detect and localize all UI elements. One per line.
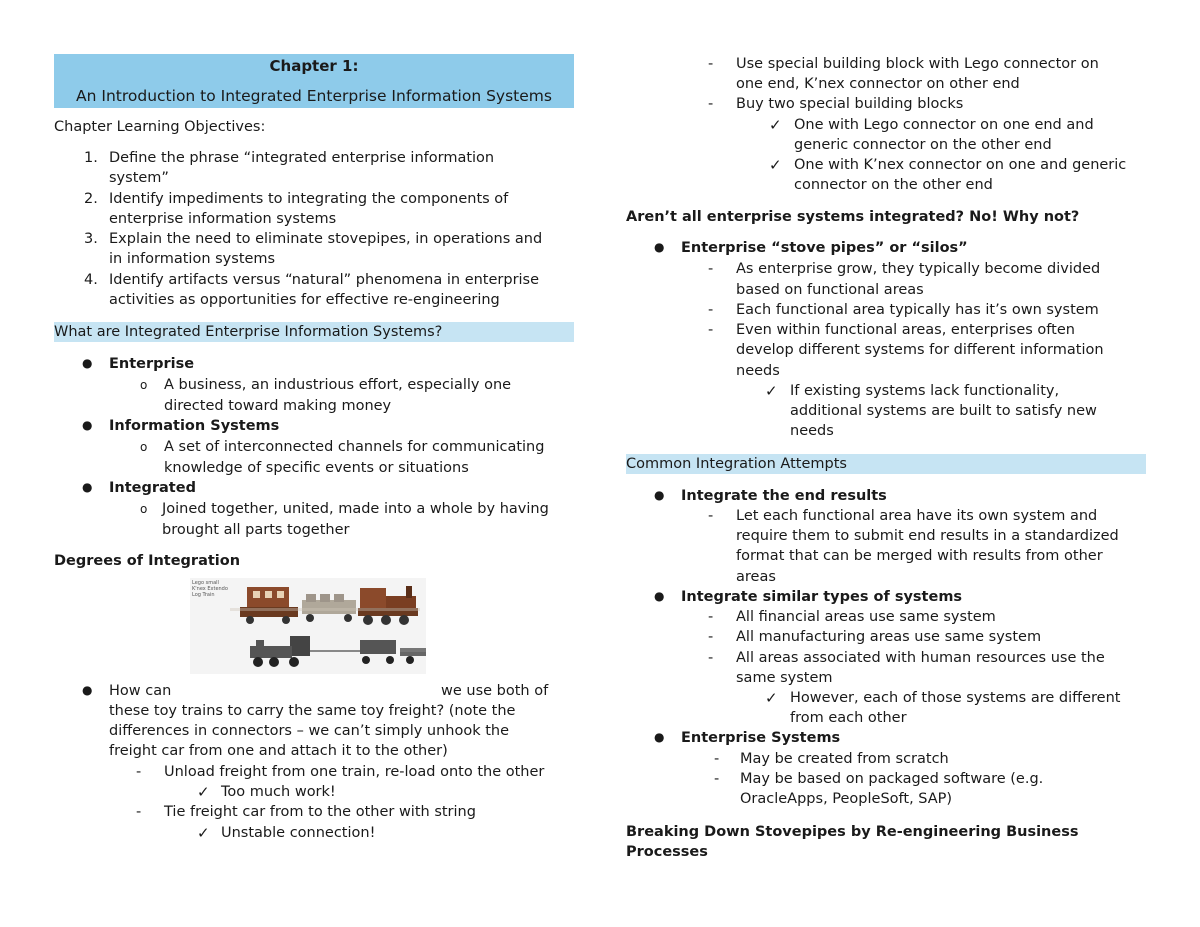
stove-dash-1b: based on functional areas <box>736 282 924 298</box>
objective-3-b: in information systems <box>109 251 276 267</box>
enterprise-systems-bullet: Enterprise Systems <box>681 730 841 746</box>
checkmark-icon: ✓ <box>197 783 210 801</box>
def-is-a: A set of interconnected channels for communicating <box>164 439 545 455</box>
question-continue: we use both of <box>441 683 549 699</box>
objective-1-b: system” <box>109 170 169 186</box>
def-term-integrated: Integrated <box>109 480 196 496</box>
objective-2-b: enterprise information systems <box>109 211 337 227</box>
circle-bullet-icon: o <box>140 378 148 392</box>
block-option-1a: One with Lego connector on one end and <box>794 117 1094 133</box>
int2-financial: All financial areas use same system <box>736 609 996 625</box>
question-line-4: freight car from one and attach it to the other) <box>109 743 448 759</box>
chapter-header <box>54 54 574 108</box>
int3-packaged-b: OracleApps, PeopleSoft, SAP) <box>740 791 953 807</box>
section-heading-common-integration: Common Integration Attempts <box>626 454 1146 474</box>
stove-pipes-bullet: Enterprise “stove pipes” or “silos” <box>681 240 968 256</box>
int1-line-4: areas <box>736 569 776 585</box>
def-integrated-a: Joined together, united, made into a whole by having <box>162 501 549 517</box>
objective-4-b: activities as opportunities for effective re-engineering <box>109 292 500 308</box>
chapter-number: Chapter 1: <box>269 57 359 75</box>
circle-bullet-icon: o <box>140 502 148 516</box>
block-option-1b: generic connector on the other end <box>794 137 1052 153</box>
toy-trains-image <box>190 578 426 674</box>
question-line-3: differences in connectors – we can’t simply unhook the <box>109 723 510 739</box>
bullet-icon: ● <box>654 730 665 744</box>
chapter-title: An Introduction to Integrated Enterprise Information Systems <box>76 87 552 105</box>
option-unload-note: Too much work! <box>221 784 336 800</box>
block-option-2b: connector on the other end <box>794 177 993 193</box>
stove-dash-3b: develop different systems for different information <box>736 342 1104 358</box>
int1-line-2: require them to submit end results in a standardized <box>736 528 1119 544</box>
int2-manufacturing: All manufacturing areas use same system <box>736 629 1042 645</box>
bullet-icon: ● <box>654 240 665 254</box>
integrate-similar-systems: Integrate similar types of systems <box>681 589 963 605</box>
stove-dash-3a: Even within functional areas, enterprises often <box>736 322 1075 338</box>
breaking-stovepipes-heading-a: Breaking Down Stovepipes by Re-engineering Business <box>626 824 1079 840</box>
int1-line-3: format that can be merged with results from other <box>736 548 1103 564</box>
section-heading-integrated-eis: What are Integrated Enterprise Information Systems? <box>54 322 574 342</box>
int2-check-b: from each other <box>790 710 907 726</box>
def-enterprise-a: A business, an industrious effort, especially one <box>164 377 512 393</box>
def-is-b: knowledge of specific events or situations <box>164 460 469 476</box>
stove-check-a: If existing systems lack functionality, <box>790 383 1060 399</box>
int1-line-1: Let each functional area have its own system and <box>736 508 1098 524</box>
def-enterprise-b: directed toward making money <box>164 398 392 414</box>
bullet-icon: ● <box>82 356 93 370</box>
int3-scratch: May be created from scratch <box>740 751 949 767</box>
circle-bullet-icon: o <box>140 440 148 454</box>
not-integrated-heading: Aren’t all enterprise systems integrated? No! Why not? <box>626 209 1080 225</box>
special-block-a: Use special building block with Lego connector on <box>736 56 1099 72</box>
bullet-icon: ● <box>82 683 93 697</box>
objective-2-a: Identify impediments to integrating the components of <box>109 191 509 207</box>
stove-check-b: additional systems are built to satisfy new <box>790 403 1097 419</box>
int2-check-a: However, each of those systems are different <box>790 690 1121 706</box>
stove-dash-3c: needs <box>736 363 780 379</box>
stove-dash-1a: As enterprise grow, they typically become divided <box>736 261 1101 277</box>
def-integrated-b: brought all parts together <box>162 522 350 538</box>
question-line-2: these toy trains to carry the same toy freight? (note the <box>109 703 516 719</box>
image-caption: Lego small K'nex Extendo Log Train <box>192 580 228 598</box>
int3-packaged-a: May be based on packaged software (e.g. <box>740 771 1044 787</box>
def-term-enterprise: Enterprise <box>109 356 195 372</box>
special-block-b: one end, K’nex connector on other end <box>736 76 1020 92</box>
block-option-2a: One with K’nex connector on one and generic <box>794 157 1127 173</box>
stove-check-c: needs <box>790 423 834 439</box>
breaking-stovepipes-heading-b: Processes <box>626 844 708 860</box>
option-unload: Unload freight from one train, re-load onto the other <box>164 764 545 780</box>
bullet-icon: ● <box>654 488 665 502</box>
bullet-icon: ● <box>82 480 93 494</box>
def-term-information-systems: Information Systems <box>109 418 280 434</box>
bullet-icon: ● <box>82 418 93 432</box>
option-tie: Tie freight car from to the other with string <box>164 804 476 820</box>
option-tie-note: Unstable connection! <box>221 825 376 841</box>
buy-two-blocks: Buy two special building blocks <box>736 96 964 112</box>
checkmark-icon: ✓ <box>765 382 778 400</box>
checkmark-icon: ✓ <box>769 116 782 134</box>
checkmark-icon: ✓ <box>769 156 782 174</box>
objective-1-a: Define the phrase “integrated enterprise information <box>109 150 495 166</box>
int2-hr-b: same system <box>736 670 833 686</box>
objective-4-a: Identify artifacts versus “natural” phenomena in enterprise <box>109 272 540 288</box>
objectives-heading: Chapter Learning Objectives: <box>54 119 266 135</box>
objective-3-a: Explain the need to eliminate stovepipes, in operations and <box>109 231 543 247</box>
stove-dash-2: Each functional area typically has it’s own system <box>736 302 1099 318</box>
question-start: How can <box>109 683 172 699</box>
checkmark-icon: ✓ <box>197 824 210 842</box>
checkmark-icon: ✓ <box>765 689 778 707</box>
int2-hr-a: All areas associated with human resources use the <box>736 650 1105 666</box>
integrate-end-results: Integrate the end results <box>681 488 887 504</box>
bullet-icon: ● <box>654 589 665 603</box>
degrees-heading: Degrees of Integration <box>54 553 241 569</box>
